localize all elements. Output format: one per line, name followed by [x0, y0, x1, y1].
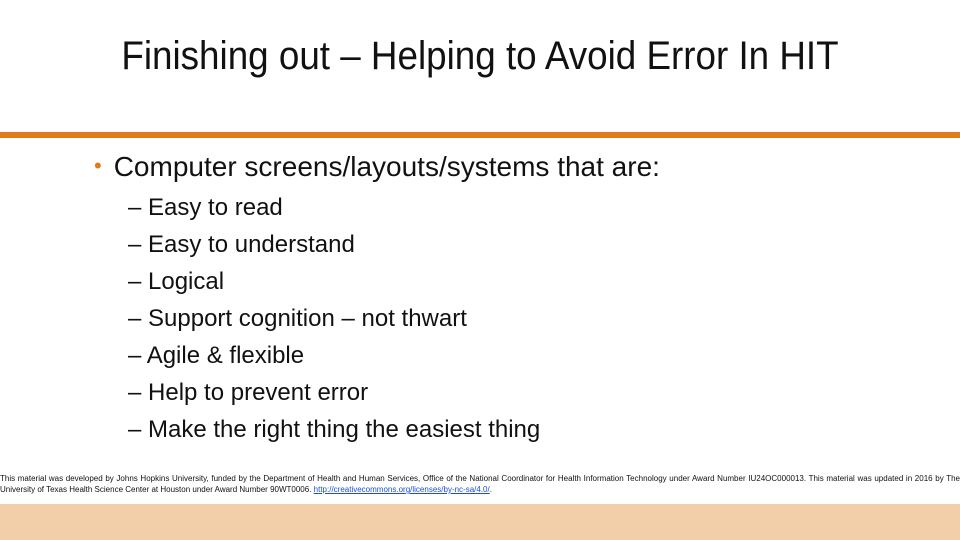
sub-bullet-list: [128, 189, 540, 448]
sub-bullet-item: – Help to prevent error: [128, 379, 369, 406]
sub-bullet-item: – Agile & flexible: [128, 342, 305, 369]
sub-bullet-item: – Make the right thing the easiest thing: [128, 416, 541, 443]
sub-bullet-item: – Easy to read: [128, 194, 283, 221]
bottom-accent-bar: [0, 504, 960, 540]
main-bullet: [94, 150, 660, 186]
bullet-dot-icon: •: [94, 153, 102, 178]
attribution-text: This material was developed by Johns Hopkins University, funded by the Department of Health and Human Services, Office of the National Coordinator for Health Information Technology under Award Number IU24OC000013. This material was updated in 2016 by The University of Texas Health Science Center at Houston under Award Number 90WT0006.: [0, 474, 960, 494]
attribution-period: .: [489, 485, 492, 494]
sub-bullet-item: – Easy to understand: [128, 231, 355, 258]
sub-bullet-item: – Support cognition – not thwart: [128, 305, 467, 332]
title-divider: [0, 132, 960, 138]
main-bullet-text: Computer screens/layouts/systems that are:: [113, 151, 660, 182]
sub-bullet-item: – Logical: [128, 268, 225, 295]
license-link[interactable]: http://creativecommons.org/licenses/by-nc-sa/4.0/: [313, 485, 490, 494]
slide-title: Finishing out – Helping to Avoid Error In HIT: [121, 34, 839, 78]
attribution-footer: [0, 473, 960, 495]
